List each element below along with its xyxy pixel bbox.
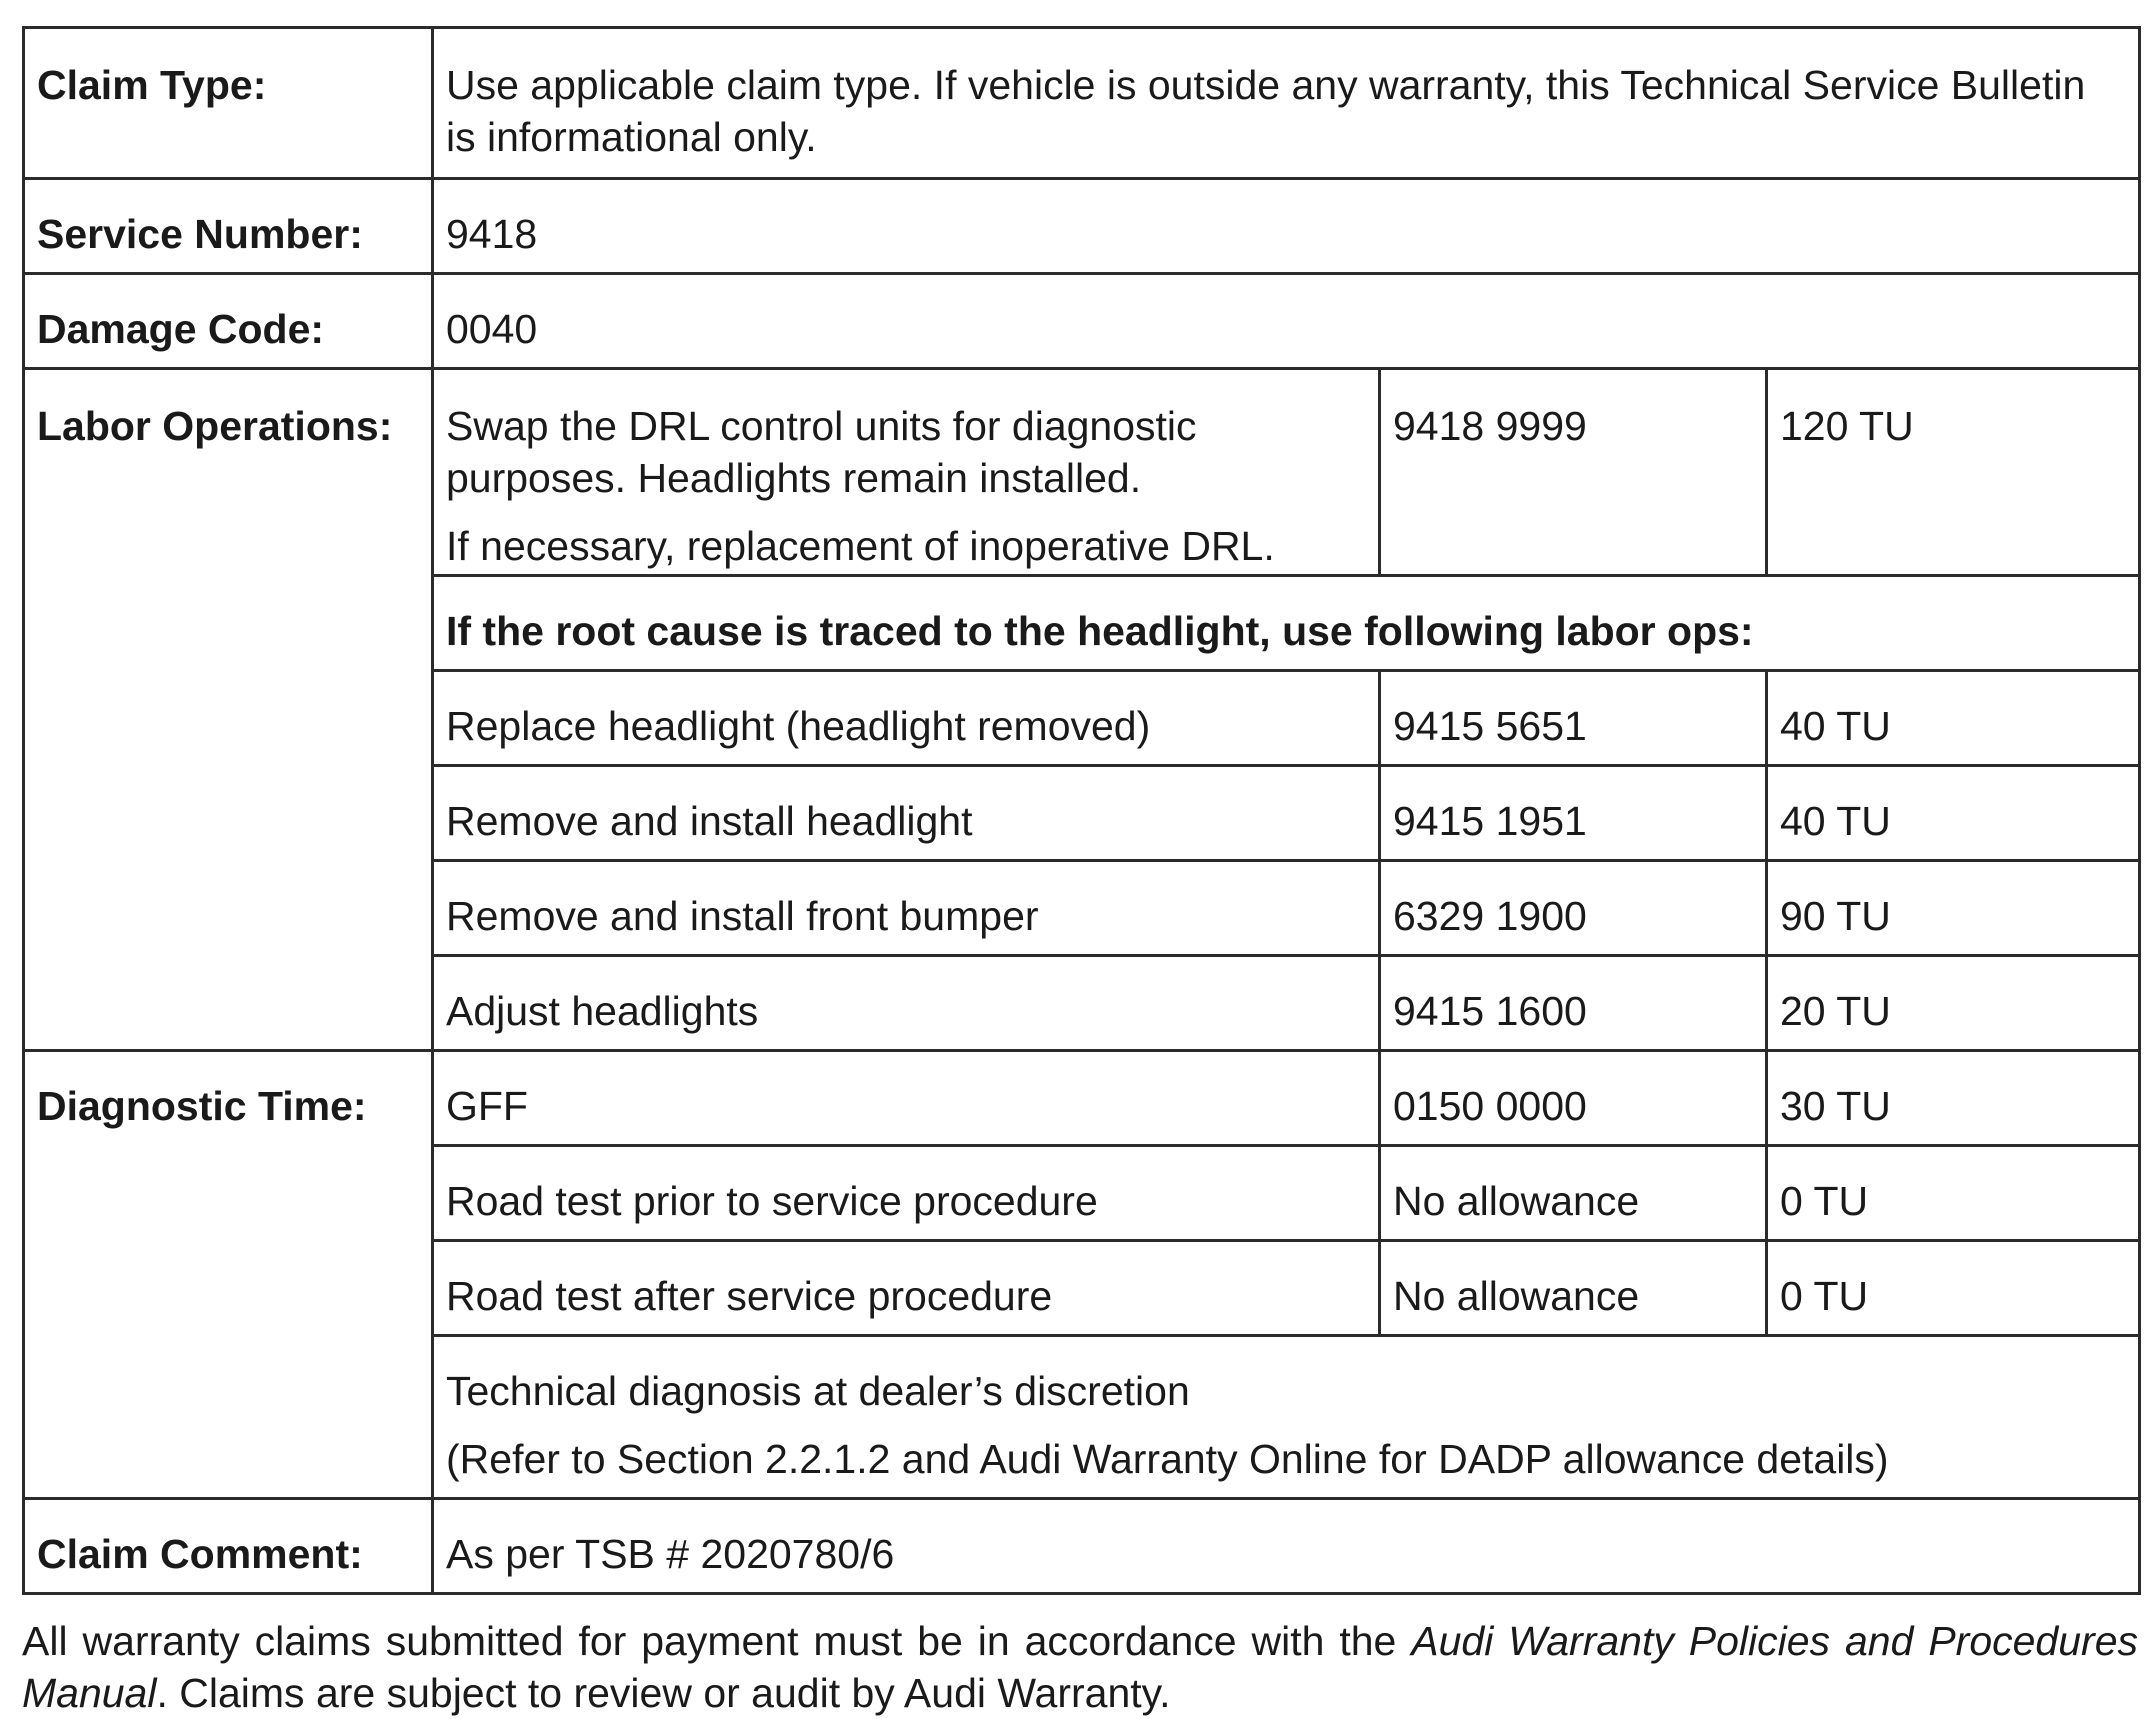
labor-op-primary-row — [24, 369, 2140, 576]
labor-op-description: Adjust headlights — [433, 956, 1380, 1051]
damage-code-value: 0040 — [433, 274, 2140, 369]
labor-op-description: Remove and install headlight — [433, 766, 1380, 861]
claim-type-row — [24, 28, 2140, 179]
labor-op-code: 6329 1900 — [1380, 861, 1767, 956]
labor-op-time: 40 TU — [1767, 671, 2140, 766]
labor-operations-label: Labor Operations: — [24, 369, 433, 1051]
technical-diagnosis-line: Technical diagnosis at dealer’s discretion — [446, 1368, 1190, 1414]
claim-comment-row — [24, 1499, 2140, 1594]
claim-type-value: Use applicable claim type. If vehicle is outside any warranty, this Technical Service Bulletin is informational only. — [433, 28, 2140, 179]
diagnostic-time: 30 TU — [1767, 1051, 2140, 1146]
labor-op-time: 90 TU — [1767, 861, 2140, 956]
labor-op-primary-note: If necessary, replacement of inoperative DRL. — [446, 523, 1275, 569]
service-number-label: Service Number: — [24, 179, 433, 274]
claim-table — [22, 26, 2141, 1595]
footer-text-before: All warranty claims submitted for payment must be in accordance with the — [22, 1618, 1412, 1664]
labor-op-primary-time: 120 TU — [1767, 369, 2140, 576]
labor-op-code: 9415 1951 — [1380, 766, 1767, 861]
service-number-row — [24, 179, 2140, 274]
labor-op-time: 40 TU — [1767, 766, 2140, 861]
labor-op-description: Replace headlight (headlight removed) — [433, 671, 1380, 766]
diagnostic-code: No allowance — [1380, 1241, 1767, 1336]
claim-type-label: Claim Type: — [24, 28, 433, 179]
warranty-claim-sheet — [22, 26, 2138, 1719]
labor-op-code: 9415 5651 — [1380, 671, 1767, 766]
damage-code-row — [24, 274, 2140, 369]
diagnostic-time: 0 TU — [1767, 1146, 2140, 1241]
diagnostic-time-label: Diagnostic Time: — [24, 1051, 433, 1499]
diagnostic-code: 0150 0000 — [1380, 1051, 1767, 1146]
labor-op-primary-description: Swap the DRL control units for diagnostic purposes. Headlights remain installed. — [446, 403, 1197, 501]
footer-text-after: . Claims are subject to review or audit by Audi Warranty. — [156, 1670, 1171, 1716]
labor-op-time: 20 TU — [1767, 956, 2140, 1051]
diagnostic-description: GFF — [433, 1051, 1380, 1146]
diagnostic-time: 0 TU — [1767, 1241, 2140, 1336]
labor-op-description: Remove and install front bumper — [433, 861, 1380, 956]
labor-op-primary-code: 9418 9999 — [1380, 369, 1767, 576]
service-number-value: 9418 — [433, 179, 2140, 274]
warranty-footer-note — [22, 1615, 2138, 1719]
claim-comment-label: Claim Comment: — [24, 1499, 433, 1594]
technical-diagnosis-reference: (Refer to Section 2.2.1.2 and Audi Warranty Online for DADP allowance details) — [446, 1436, 1889, 1482]
diagnostic-description: Road test prior to service procedure — [433, 1146, 1380, 1241]
diagnostic-description: Road test after service procedure — [433, 1241, 1380, 1336]
damage-code-label: Damage Code: — [24, 274, 433, 369]
claim-comment-value: As per TSB # 2020780/6 — [433, 1499, 2140, 1594]
headlight-heading: If the root cause is traced to the headlight, use following labor ops: — [433, 576, 2140, 671]
labor-op-primary-description-cell — [433, 369, 1380, 576]
table-row — [24, 1051, 2140, 1146]
technical-diagnosis-cell — [433, 1336, 2140, 1499]
labor-op-code: 9415 1600 — [1380, 956, 1767, 1051]
diagnostic-code: No allowance — [1380, 1146, 1767, 1241]
footer-manual-title: Audi Warranty Policies and Procedures Manual — [22, 1618, 2138, 1716]
